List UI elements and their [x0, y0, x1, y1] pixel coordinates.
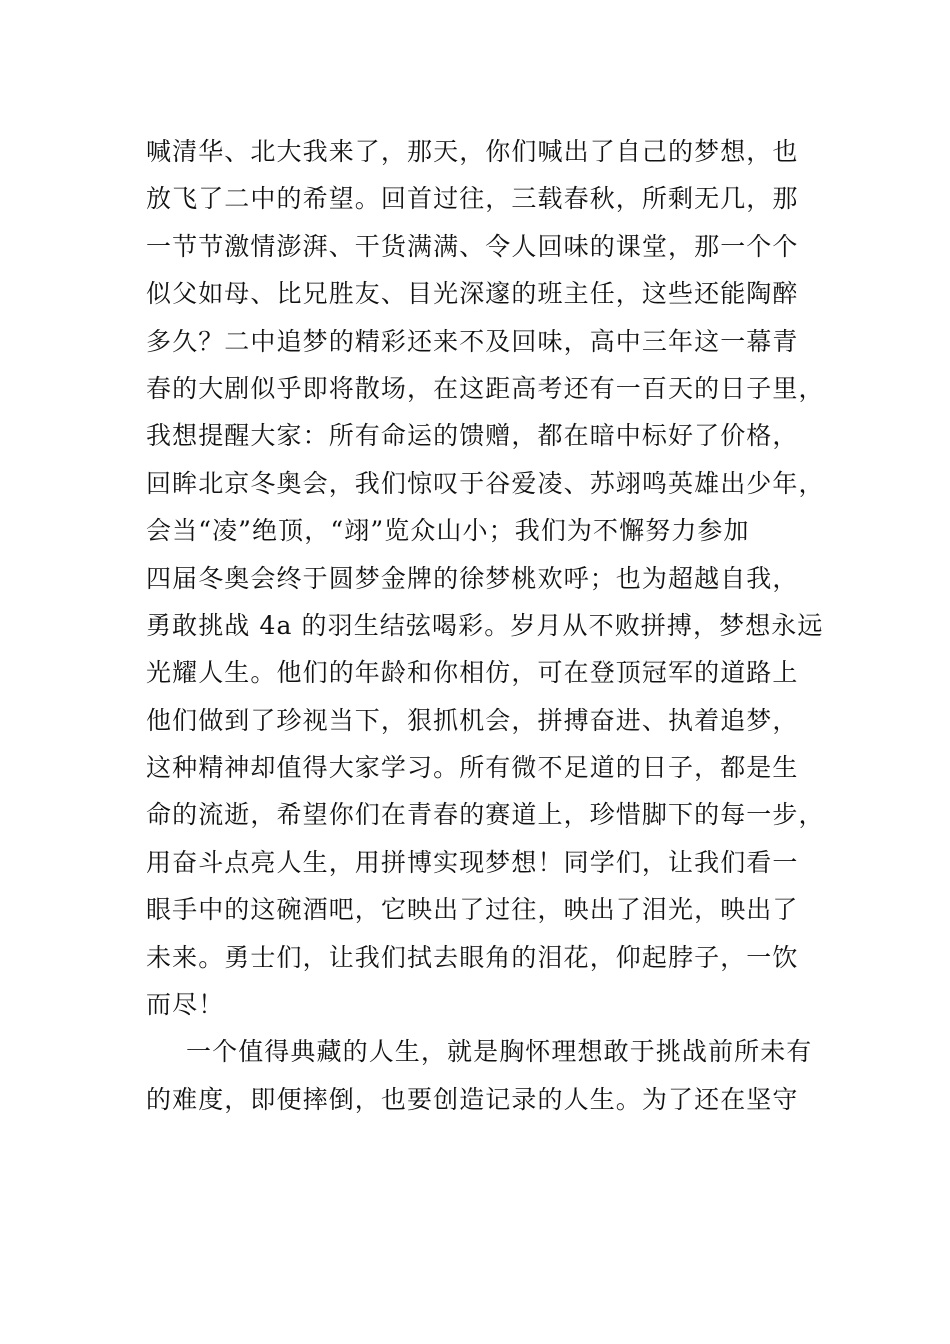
text-line: 会当“凌”绝顶，“翊”览众山小；我们为不懈努力参加	[146, 516, 750, 546]
text-line: 的难度，即便摔倒，也要创造记录的人生。为了还在坚守	[146, 1084, 799, 1114]
paragraph-2	[146, 1028, 813, 1123]
document-body	[146, 128, 825, 1123]
text-line: 命的流逝，希望你们在青春的赛道上，珍惜脚下的每一步，	[146, 800, 825, 830]
text-line: 眼手中的这碗酒吧，它映出了过往，映出了泪光，映出了	[146, 895, 799, 925]
text-line: 似父如母、比兄胜友、目光深邃的班主任，这些还能陶醉	[146, 279, 799, 309]
text-line: 未来。勇士们，让我们拭去眼角的泪花，仰起脖子，一饮	[146, 942, 799, 972]
text-line: 四届冬奥会终于圆梦金牌的徐梦桃欢呼；也为超越自我，	[146, 563, 799, 593]
text-line: 放飞了二中的希望。回首过往，三载春秋，所剩无几，那	[146, 184, 799, 214]
text-line: 我想提醒大家：所有命运的馈赠，都在暗中标好了价格，	[146, 421, 799, 451]
text-line: 光耀人生。他们的年龄和你相仿，可在登顶冠军的道路上	[146, 658, 799, 688]
text-line: 一节节激情澎湃、干货满满、令人回味的课堂，那一个个	[146, 231, 799, 261]
text-line: 春的大剧似乎即将散场，在这距高考还有一百天的日子里，	[146, 373, 825, 403]
text-line: 多久？二中追梦的精彩还来不及回味，高中三年这一幕青	[146, 326, 799, 356]
text-line: 这种精神却值得大家学习。所有微不足道的日子，都是生	[146, 753, 799, 783]
text-line: 而尽！	[146, 990, 225, 1020]
text-line: 回眸北京冬奥会，我们惊叹于谷爱凌、苏翊鸣英雄出少年，	[146, 468, 825, 498]
text-line: 一个值得典藏的人生，就是胸怀理想敢于挑战前所未有	[186, 1037, 813, 1067]
text-line: 勇敢挑战 4a 的羽生结弦喝彩。岁月从不败拼搏，梦想永远	[146, 610, 824, 640]
text-line: 喊清华、北大我来了，那天，你们喊出了自己的梦想，也	[146, 137, 799, 166]
text-line: 用奋斗点亮人生，用拼博实现梦想！同学们，让我们看一	[146, 847, 799, 877]
text-line: 他们做到了珍视当下，狠抓机会，拼搏奋进、执着追梦，	[146, 705, 799, 735]
paragraph-1	[146, 128, 825, 1028]
